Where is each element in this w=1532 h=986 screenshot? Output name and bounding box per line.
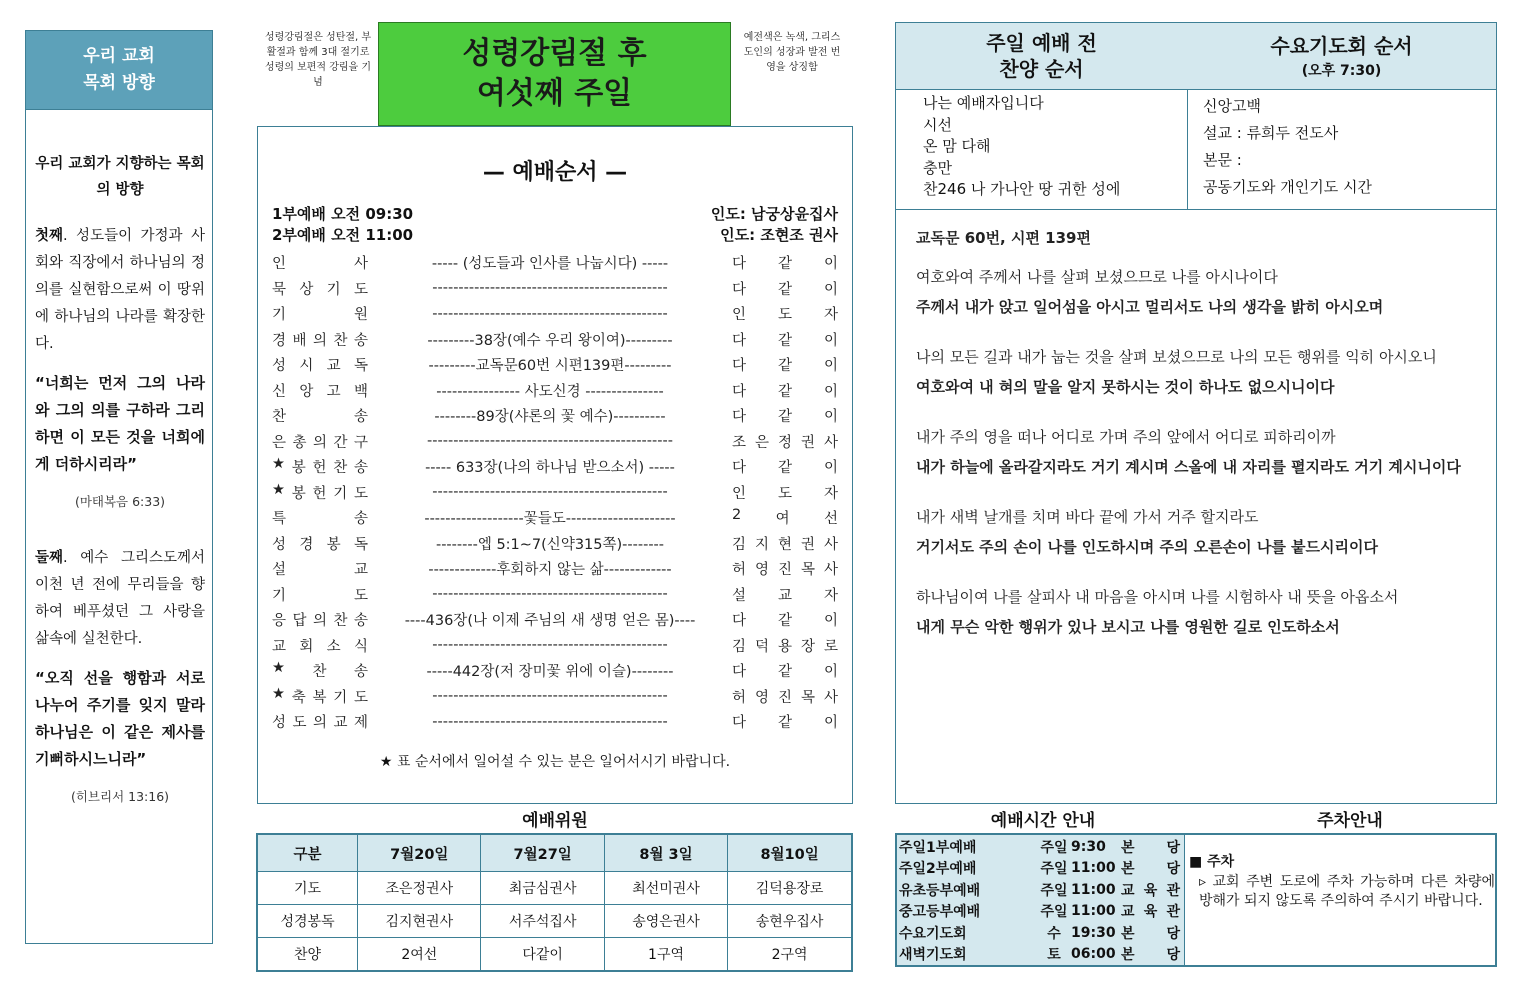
service-1-label: 1부예배 오전 09:30 — [272, 205, 414, 223]
order-item-leader: 조 은 정 권 사 — [732, 434, 838, 451]
scripture-ref-1: (마태복음 6:33) — [74, 494, 166, 509]
order-item — [272, 429, 838, 455]
service-day: 주일 — [1040, 839, 1068, 856]
committee-header-cell: 8월 3일 — [604, 834, 727, 872]
order-item — [272, 378, 838, 404]
order-item-detail: -------------------꽃들도--------------------- — [424, 511, 676, 528]
service-2-line — [272, 224, 838, 245]
church-direction-body — [35, 151, 205, 840]
committee-cell: 조은정권사 — [358, 872, 481, 905]
reading-leader-line: 내가 새벽 날개를 치며 바다 끝에 가서 거주 할지라도 — [916, 508, 1259, 526]
direction-point-2 — [35, 545, 205, 653]
service-2-leader: 인도: 조현조 권사 — [720, 226, 838, 244]
order-item-leader: 다 같 이 — [732, 332, 838, 349]
order-item-detail: ----436장(나 이제 주님의 새 생명 얻은 몸)---- — [404, 613, 696, 630]
service-day: 주일 — [1040, 904, 1068, 921]
pentecost-note: 성령강림절은 성탄절, 부활절과 함께 3대 절기로 성령의 보편적 강림을 기념 — [264, 32, 372, 88]
order-item-detail: -------------후회하지 않는 삶------------- — [428, 562, 672, 579]
service-place: 본 당 — [1121, 861, 1180, 878]
committee-cell: 1구역 — [604, 938, 727, 972]
church-direction-panel — [25, 30, 213, 944]
order-item-leader: 인 도 자 — [732, 485, 838, 502]
point-2-text: . 예수 그리스도께서 이천 년 전에 무리들을 향하여 베푸셨던 그 사랑을 삶속에 실천한다. — [35, 550, 205, 647]
order-item-detail: --------------------------------------------- — [432, 305, 668, 322]
order-item-detail: ---------교독문60번 시편139편--------- — [428, 358, 672, 375]
committee-cell: 서주석집사 — [481, 905, 604, 938]
order-item — [272, 633, 838, 659]
wednesday-title: 수요기도회 순서 — [1270, 34, 1413, 58]
committee-row — [257, 872, 852, 905]
order-item-leader: 김 지 현 권 사 — [732, 536, 838, 553]
order-item-name: 기 도 — [272, 587, 368, 604]
order-item-leader: 다 같 이 — [732, 664, 838, 681]
order-item — [272, 301, 838, 327]
service-time: 11:00 — [1071, 860, 1116, 877]
order-item — [272, 250, 838, 276]
praise-song: 충만 — [923, 158, 952, 177]
direction-title: 우리 교회가 지향하는 목회의 방향 — [35, 156, 205, 198]
order-item-leader: 설 교 자 — [732, 587, 838, 604]
parking-heading: ■ 주차 — [1189, 854, 1235, 870]
order-item-name: 응 답 의 찬 송 — [272, 613, 368, 630]
service-times-list — [897, 835, 1185, 965]
reading-congregation-line: 내가 하늘에 올라갈지라도 거기 계시며 스올에 내 자리를 펼지라도 거기 계시니이다 — [916, 458, 1461, 476]
order-item-detail: --------------------------------------------- — [432, 484, 668, 501]
order-item-detail: ----------------------------------------------- — [427, 433, 673, 450]
wednesday-item: 본문 : — [1203, 151, 1242, 169]
order-item-name: 성 도 의 교 제 — [272, 715, 368, 732]
order-item — [272, 505, 838, 531]
right-panel — [895, 22, 1497, 804]
praise-order-header — [896, 23, 1188, 90]
committee-row — [257, 905, 852, 938]
scripture-quote-1: “너희는 먼저 그의 나라와 그의 의를 구하라 그리하면 이 모든 것을 너희에게 더하시리라” — [35, 374, 205, 473]
order-item-detail: --------------------------------------------- — [432, 280, 668, 297]
order-item-detail: --------------------------------------------- — [432, 637, 668, 654]
order-item-leader: 다 같 이 — [732, 281, 838, 298]
committee-header-row — [257, 834, 852, 872]
reading-verses — [916, 262, 1481, 642]
committee-cell: 김지현권사 — [358, 905, 481, 938]
order-item-leader: 허 영 진 목 사 — [732, 562, 838, 579]
committee-cell: 최선미권사 — [604, 872, 727, 905]
parking-info — [1189, 851, 1495, 911]
praise-title-line-2: 찬양 순서 — [999, 57, 1084, 81]
order-item — [272, 709, 838, 735]
service-time-row — [899, 922, 1180, 944]
worship-order-heading: — 예배순서 — — [482, 160, 628, 185]
service-name: 새벽기도회 — [899, 947, 967, 964]
service-day: 토 — [1047, 947, 1061, 964]
praise-title-line-1: 주일 예배 전 — [986, 31, 1097, 55]
reading-congregation-line: 주께서 내가 앉고 일어섬을 아시고 멀리서도 나의 생각을 밝히 아시오며 — [916, 298, 1384, 316]
direction-point-1 — [35, 223, 205, 358]
service-name: 중고등부예배 — [899, 904, 981, 921]
service-time-row — [899, 944, 1180, 966]
point-1-lead: 첫째 — [35, 228, 64, 244]
reading-congregation-line: 내게 무슨 악한 행위가 있나 보시고 나를 영원한 길로 인도하소서 — [916, 618, 1340, 636]
reading-leader-line: 내가 주의 영을 떠나 어디로 가며 주의 앞에서 어디로 피하리이까 — [916, 428, 1336, 446]
order-item-name: 설 교 — [272, 562, 368, 579]
worship-committee-table — [256, 833, 853, 972]
committee-cell: 2구역 — [728, 938, 852, 972]
order-item — [272, 684, 838, 710]
committee-header-cell: 7월20일 — [358, 834, 481, 872]
committee-cell: 송영은권사 — [604, 905, 727, 938]
committee-row — [257, 938, 852, 972]
order-item-name: 신 앙 고 백 — [272, 383, 368, 400]
standing-note: ★ 표 순서에서 일어설 수 있는 분은 일어서시기 바랍니다. — [379, 754, 731, 770]
scripture-ref-2: (히브리서 13:16) — [70, 789, 170, 804]
section-divider — [1187, 89, 1188, 209]
committee-title: 예배위원 — [522, 811, 588, 831]
wednesday-item: 설교 : 류희두 전도사 — [1203, 124, 1339, 142]
order-item — [272, 352, 838, 378]
sunday-title-line-1: 성령강림절 후 — [462, 36, 647, 71]
order-item-leader: 허 영 진 목 사 — [732, 689, 838, 706]
liturgical-color-note: 예전색은 녹색, 그리스도인의 성장과 발전 번영을 상징함 — [743, 32, 841, 73]
order-item-leader: 다 같 이 — [732, 409, 838, 426]
praise-song: 나는 예배자입니다 — [923, 94, 1044, 112]
wednesday-item: 공동기도와 개인기도 시간 — [1203, 178, 1372, 196]
service-place: 본 당 — [1121, 839, 1180, 856]
committee-cell: 김덕용장로 — [728, 872, 852, 905]
order-item — [272, 582, 838, 608]
service-time: 11:00 — [1071, 903, 1116, 920]
order-item — [272, 556, 838, 582]
wednesday-order-list — [1203, 93, 1493, 201]
service-time-row — [899, 858, 1180, 880]
service-2-label: 2부예배 오전 11:00 — [272, 226, 414, 244]
committee-header-cell: 8월10일 — [728, 834, 852, 872]
reading-congregation-line: 거기서도 주의 손이 나를 인도하시며 주의 오른손이 나를 붙드시리이다 — [916, 538, 1378, 556]
committee-cell: 다같이 — [481, 938, 604, 972]
order-item-detail: -----442장(저 장미꽃 위에 이슬)-------- — [426, 664, 674, 681]
service-name: 주일2부예배 — [899, 861, 977, 878]
order-item — [272, 531, 838, 557]
order-item — [272, 276, 838, 302]
service-times-title: 예배시간 안내 — [990, 811, 1096, 831]
service-time-row — [899, 836, 1180, 858]
order-item-name: 성 경 봉 독 — [272, 536, 368, 553]
reading-leader-line: 여호와여 주께서 나를 살펴 보셨으므로 나를 아시나이다 — [916, 268, 1278, 286]
wednesday-order-header — [1187, 23, 1496, 90]
committee-cell: 2여선 — [358, 938, 481, 972]
committee-header-cell: 구분 — [257, 834, 358, 872]
order-item-leader: 다 같 이 — [732, 256, 838, 273]
reading-leader-line: 나의 모든 길과 내가 눕는 것을 살펴 보셨으므로 나의 모든 행위를 익히 아시오니 — [916, 348, 1437, 366]
order-item-detail: --------89장(샤론의 꽃 예수)---------- — [434, 409, 666, 426]
committee-cell: 최금심권사 — [481, 872, 604, 905]
header-line-1: 우리 교회 — [83, 46, 155, 66]
service-name: 주일1부예배 — [899, 839, 977, 856]
order-item-leader: 다 같 이 — [732, 383, 838, 400]
service-day: 주일 — [1040, 861, 1068, 878]
order-item-detail: ----- (성도들과 인사를 나눕시다) ----- — [431, 256, 669, 273]
wednesday-time: (오후 7:30) — [1301, 63, 1382, 79]
order-item — [272, 658, 838, 684]
reading-congregation-line: 여호와여 내 혀의 말을 알지 못하시는 것이 하나도 없으시니이다 — [916, 378, 1335, 396]
parking-text: ▹ 교회 주변 도로에 주차 가능하며 다른 차량에 방해가 되지 않도록 주의하여 주시기 바랍니다. — [1199, 874, 1495, 909]
order-item — [272, 607, 838, 633]
committee-header-cell: 7월27일 — [481, 834, 604, 872]
order-item-name: 경 배 의 찬 송 — [272, 332, 368, 349]
order-item-leader: 다 같 이 — [732, 358, 838, 375]
service-time-row — [899, 879, 1180, 901]
order-item-leader: 2 여 선 — [732, 507, 838, 528]
order-item-detail: ---------------- 사도신경 --------------- — [436, 383, 664, 400]
service-place: 본 당 — [1121, 947, 1180, 964]
service-time: 11:00 — [1071, 881, 1116, 898]
wednesday-item: 신앙고백 — [1203, 97, 1261, 115]
order-item-name: 성 시 교 독 — [272, 358, 368, 375]
order-item-name: 특 송 — [272, 511, 368, 528]
service-time: 19:30 — [1071, 924, 1116, 941]
committee-role: 기도 — [257, 872, 358, 905]
service-time: 9:30 — [1071, 838, 1106, 855]
service-time: 06:00 — [1071, 946, 1116, 963]
praise-song: 찬246 나 가나안 땅 귀한 성에 — [923, 180, 1121, 198]
order-item-leader: 김 덕 용 장 로 — [732, 638, 838, 655]
order-item-name: 인 사 — [272, 256, 368, 273]
service-1-leader: 인도: 남궁상윤집사 — [710, 205, 838, 223]
order-item-name: ★ 축 복 기 도 — [272, 685, 368, 706]
service-name: 수요기도회 — [899, 925, 967, 942]
reading-leader-line: 하나님이여 나를 살피사 내 마음을 아시며 나를 시험하사 내 뜻을 아옵소서 — [916, 588, 1399, 606]
info-box — [895, 833, 1497, 967]
committee-role: 성경봉독 — [257, 905, 358, 938]
order-item-detail: --------------------------------------------- — [432, 586, 668, 603]
sunday-title-box — [378, 22, 731, 126]
worship-order-list — [272, 250, 838, 735]
parking-title: 주차안내 — [1317, 811, 1383, 831]
order-item-leader: 인 도 자 — [732, 307, 838, 324]
point-2-lead: 둘째 — [35, 550, 64, 566]
worship-order-box — [257, 126, 853, 804]
committee-cell: 송현우집사 — [728, 905, 852, 938]
point-1-text: . 성도들이 가정과 사회와 직장에서 하나님의 정의를 실현함으로써 이 땅위에 하나님의 나라를 확장한다. — [35, 228, 205, 352]
responsive-reading — [916, 227, 1481, 662]
order-item — [272, 327, 838, 353]
service-day: 수 — [1047, 925, 1061, 942]
order-item — [272, 480, 838, 506]
order-item-detail: ----- 633장(나의 하나님 받으소서) ----- — [425, 460, 675, 477]
service-time-row — [899, 901, 1180, 923]
order-item-detail: ---------38장(예수 우리 왕이여)--------- — [427, 332, 673, 349]
service-1-line — [272, 203, 838, 224]
order-item-leader: 다 같 이 — [732, 460, 838, 477]
section-divider — [896, 209, 1496, 210]
order-item-name: 찬 송 — [272, 409, 368, 426]
order-item-detail: --------------------------------------------- — [432, 688, 668, 705]
order-item-name: 묵 상 기 도 — [272, 281, 368, 298]
order-item-name: ★ 봉 헌 기 도 — [272, 481, 368, 502]
church-direction-header — [26, 31, 212, 110]
order-item — [272, 454, 838, 480]
order-item-name: 기 원 — [272, 307, 368, 324]
order-item-detail: --------------------------------------------- — [432, 713, 668, 730]
praise-song-list — [923, 93, 1185, 201]
praise-song: 온 맘 다해 — [923, 137, 991, 155]
order-item-name: 교 회 소 식 — [272, 638, 368, 655]
order-item-name: ★ 찬 송 — [272, 660, 368, 681]
service-place: 본 당 — [1121, 925, 1180, 942]
service-day: 주일 — [1040, 882, 1068, 899]
committee-role: 찬양 — [257, 938, 358, 972]
order-item-name: ★ 봉 헌 찬 송 — [272, 456, 368, 477]
order-item-detail: --------엡 5:1∼7(신약315쪽)-------- — [435, 536, 665, 553]
service-name: 유초등부예배 — [899, 882, 981, 899]
order-item-leader: 다 같 이 — [732, 715, 838, 732]
sunday-title-line-2: 여섯째 주일 — [476, 76, 633, 111]
praise-song: 시선 — [923, 115, 952, 134]
scripture-quote-2: “오직 선을 행함과 서로 나누어 주기를 잊지 말라 하나님은 이 같은 제사를 기뻐하시느니라” — [35, 669, 205, 768]
header-line-2: 목회 방향 — [83, 73, 155, 93]
reading-reference: 교독문 60번, 시편 139편 — [916, 229, 1091, 247]
order-item-name: 은 총 의 간 구 — [272, 434, 368, 451]
order-item-leader: 다 같 이 — [732, 613, 838, 630]
service-place: 교 육 관 — [1121, 904, 1180, 921]
service-place: 교 육 관 — [1121, 882, 1180, 899]
order-item — [272, 403, 838, 429]
